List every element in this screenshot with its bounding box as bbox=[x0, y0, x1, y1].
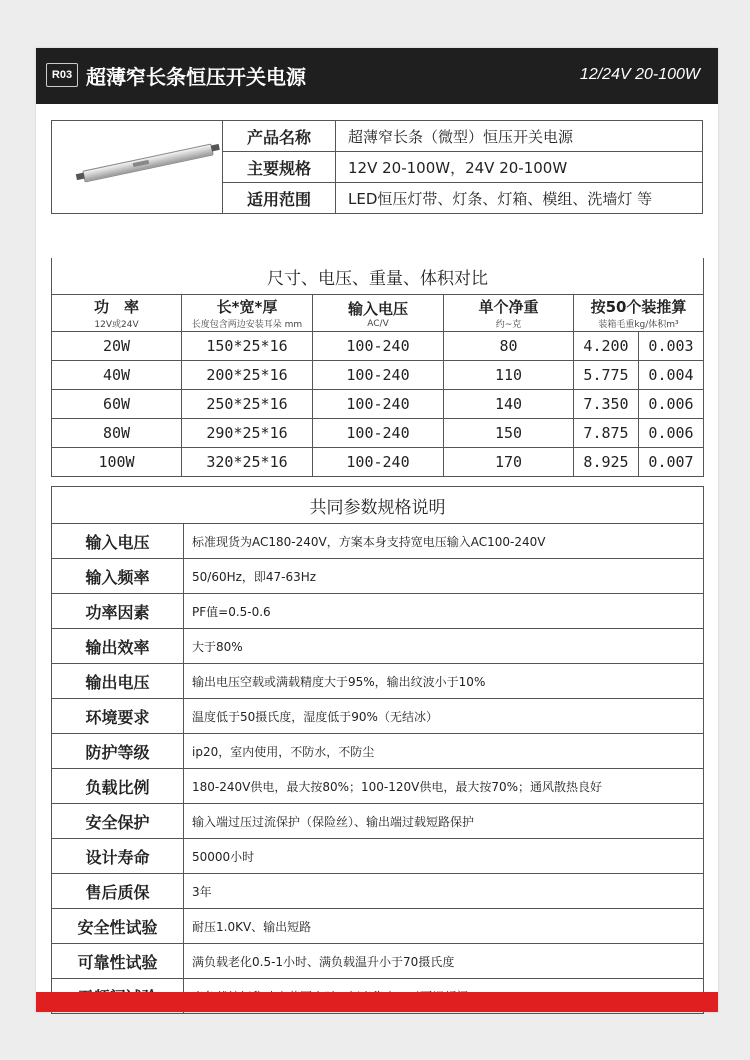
param-row bbox=[52, 874, 704, 909]
param-row bbox=[52, 629, 704, 664]
cell-weight: 170 bbox=[444, 448, 574, 477]
param-row bbox=[52, 559, 704, 594]
param-row bbox=[52, 944, 704, 979]
cell-power: 80W bbox=[52, 419, 182, 448]
cell-voltage: 100-240 bbox=[313, 419, 444, 448]
param-label: 环境要求 bbox=[52, 699, 184, 734]
info-label: 主要规格 bbox=[223, 152, 336, 183]
param-row bbox=[52, 769, 704, 804]
cell-weight: 110 bbox=[444, 361, 574, 390]
cell-power: 100W bbox=[52, 448, 182, 477]
cell-dims: 200*25*16 bbox=[182, 361, 313, 390]
param-value: 温度低于50摄氏度，湿度低于90%（无结冰） bbox=[184, 699, 704, 734]
size-table-title: 尺寸、电压、重量、体积对比 bbox=[52, 258, 704, 295]
param-row bbox=[52, 594, 704, 629]
cell-box-weight: 5.775 bbox=[574, 361, 639, 390]
cell-voltage: 100-240 bbox=[313, 361, 444, 390]
table-row bbox=[52, 361, 704, 390]
spec-sheet bbox=[36, 48, 718, 1012]
param-label: 安全保护 bbox=[52, 804, 184, 839]
param-row bbox=[52, 699, 704, 734]
col-header-input-voltage: 输入电压 AC/V bbox=[313, 295, 444, 332]
cell-dims: 290*25*16 bbox=[182, 419, 313, 448]
common-params-table bbox=[51, 486, 704, 1014]
cell-box-volume: 0.006 bbox=[639, 390, 704, 419]
cell-box-weight: 8.925 bbox=[574, 448, 639, 477]
param-value: 50000小时 bbox=[184, 839, 704, 874]
param-label: 安全性试验 bbox=[52, 909, 184, 944]
cell-box-weight: 4.200 bbox=[574, 332, 639, 361]
cell-weight: 80 bbox=[444, 332, 574, 361]
header-bar bbox=[36, 48, 718, 104]
param-value: ip20，室内使用，不防水，不防尘 bbox=[184, 734, 704, 769]
cell-power: 20W bbox=[52, 332, 182, 361]
info-value: 超薄窄长条（微型）恒压开关电源 bbox=[336, 121, 703, 152]
cell-box-volume: 0.007 bbox=[639, 448, 704, 477]
table-row bbox=[52, 390, 704, 419]
param-value: 满负载老化0.5-1小时、满负载温升小于70摄氏度 bbox=[184, 944, 704, 979]
footer-accent-bar bbox=[36, 992, 718, 1012]
cell-dims: 150*25*16 bbox=[182, 332, 313, 361]
param-row bbox=[52, 839, 704, 874]
product-info-table bbox=[51, 120, 703, 214]
table-row bbox=[52, 419, 704, 448]
table-row bbox=[52, 448, 704, 477]
cell-power: 40W bbox=[52, 361, 182, 390]
param-label: 设计寿命 bbox=[52, 839, 184, 874]
info-value: 12V 20-100W，24V 20-100W bbox=[336, 152, 703, 183]
cell-dims: 320*25*16 bbox=[182, 448, 313, 477]
size-comparison-table bbox=[51, 258, 704, 477]
product-image bbox=[52, 121, 223, 214]
cell-voltage: 100-240 bbox=[313, 448, 444, 477]
cell-weight: 150 bbox=[444, 419, 574, 448]
param-row bbox=[52, 734, 704, 769]
param-value: 输出电压空载或满载精度大于95%，输出纹波小于10% bbox=[184, 664, 704, 699]
col-header-power: 功 率 12V或24V bbox=[52, 295, 182, 332]
param-value: 50/60Hz，即47-63Hz bbox=[184, 559, 704, 594]
param-label: 可靠性试验 bbox=[52, 944, 184, 979]
param-label: 输出电压 bbox=[52, 664, 184, 699]
param-label: 输入电压 bbox=[52, 524, 184, 559]
table-row bbox=[52, 332, 704, 361]
param-label: 防护等级 bbox=[52, 734, 184, 769]
cell-box-volume: 0.003 bbox=[639, 332, 704, 361]
params-title: 共同参数规格说明 bbox=[52, 487, 704, 524]
cell-box-volume: 0.006 bbox=[639, 419, 704, 448]
cell-box-weight: 7.875 bbox=[574, 419, 639, 448]
cell-voltage: 100-240 bbox=[313, 332, 444, 361]
param-value: 3年 bbox=[184, 874, 704, 909]
header-spec: 12/24V 20-100W bbox=[579, 66, 700, 83]
param-value: PF值=0.5-0.6 bbox=[184, 594, 704, 629]
param-label: 输入频率 bbox=[52, 559, 184, 594]
cell-weight: 140 bbox=[444, 390, 574, 419]
param-value: 输入端过压过流保护（保险丝）、输出端过载短路保护 bbox=[184, 804, 704, 839]
param-value: 耐压1.0KV、输出短路 bbox=[184, 909, 704, 944]
param-label: 输出效率 bbox=[52, 629, 184, 664]
product-code-badge: R03 bbox=[46, 63, 78, 87]
cell-voltage: 100-240 bbox=[313, 390, 444, 419]
param-label: 功率因素 bbox=[52, 594, 184, 629]
param-row bbox=[52, 664, 704, 699]
param-label: 负载比例 bbox=[52, 769, 184, 804]
param-row bbox=[52, 524, 704, 559]
col-header-box-estimate: 按50个装推算 装箱毛重kg/体积m³ bbox=[574, 295, 704, 332]
cell-power: 60W bbox=[52, 390, 182, 419]
info-label: 产品名称 bbox=[223, 121, 336, 152]
col-header-net-weight: 单个净重 约~克 bbox=[444, 295, 574, 332]
param-row bbox=[52, 909, 704, 944]
cell-box-volume: 0.004 bbox=[639, 361, 704, 390]
param-row bbox=[52, 804, 704, 839]
power-supply-strip-icon bbox=[82, 143, 214, 182]
param-value: 大于80% bbox=[184, 629, 704, 664]
page-title: 超薄窄长条恒压开关电源 bbox=[86, 65, 306, 89]
cell-box-weight: 7.350 bbox=[574, 390, 639, 419]
cell-dims: 250*25*16 bbox=[182, 390, 313, 419]
param-label: 售后质保 bbox=[52, 874, 184, 909]
info-label: 适用范围 bbox=[223, 183, 336, 214]
col-header-dimensions: 长*宽*厚 长度包含两边安装耳朵 mm bbox=[182, 295, 313, 332]
info-value: LED恒压灯带、灯条、灯箱、模组、洗墙灯 等 bbox=[336, 183, 703, 214]
param-value: 标准现货为AC180-240V，方案本身支持宽电压输入AC100-240V bbox=[184, 524, 704, 559]
param-value: 180-240V供电，最大按80%；100-120V供电，最大按70%；通风散热良好 bbox=[184, 769, 704, 804]
